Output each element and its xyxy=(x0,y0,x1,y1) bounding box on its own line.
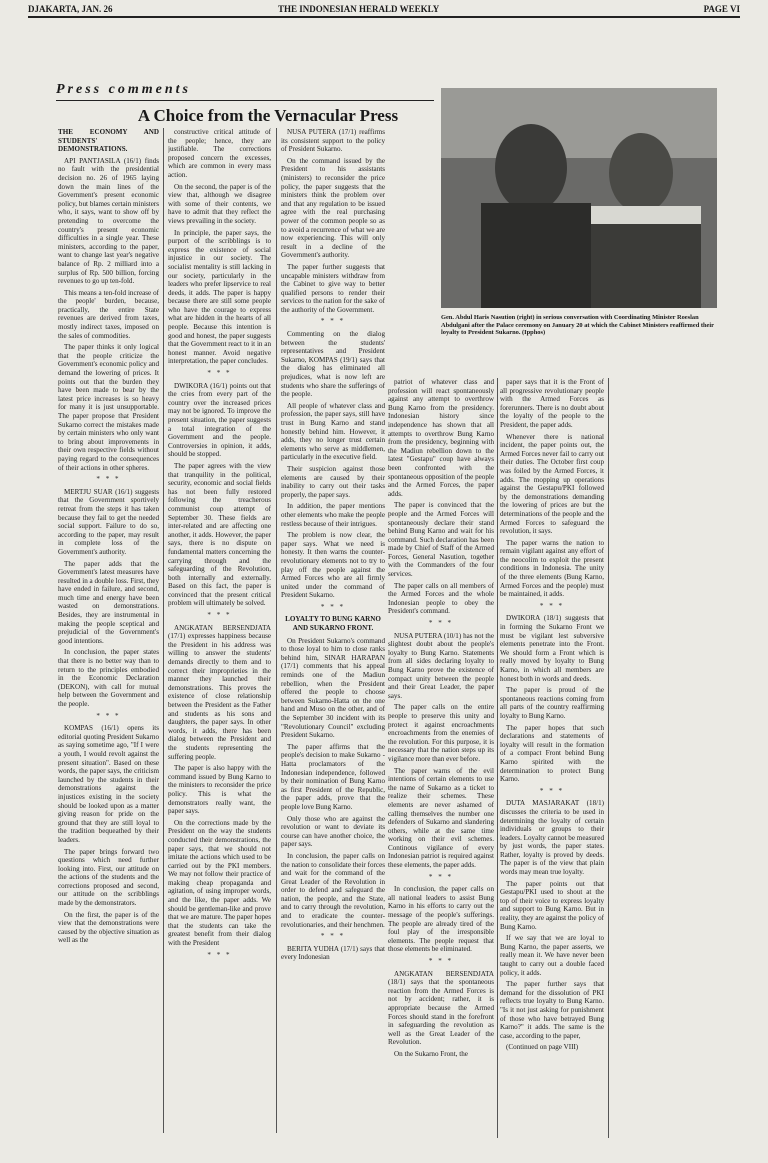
paragraph: The paper agrees with the view that tranquility in the political, security, economic and social fields has not been fully restored following the treacherous communist coup attempt of September 30. These fields are inter-related and are affecting one another, it adds. However, the paper says, there is no dispute on fundamental matters concerning the carrying through and the safeguarding of the Revolution, both internally and externally. Based on this fact, the paper is convinced that the present critical problem will ultimately be solved. xyxy=(168,461,271,608)
separator-stars: * * * xyxy=(96,475,121,484)
paragraph: On the first, the paper is of the view that the demonstrations were caused by the objective situation as well as the xyxy=(58,910,159,945)
paragraph: (Continued on page VIII) xyxy=(506,1043,579,1052)
column-divider xyxy=(497,378,498,1138)
paragraph: DUTA MASJARAKAT (18/1) discusses the criteria to be used in determining the loyalty of certain individuals or groups to their leaders. Loyalty cannot be measured by just words, the paper states. Rather, loyalty is proved by deeds. The paper is of the view that plain words may mean true loyalty. xyxy=(500,799,604,877)
paragraph: Their suspicion against those elements are caused by their inability to carry out their tasks properly, the paper says. xyxy=(281,464,385,499)
separator-stars: * * * xyxy=(428,957,454,965)
paragraph: The paper affirms that the people's decision to make Sukarno - Hatta proclamators of the Indonesian independence, followed by their nomination of Bung Karno as first President of the Republic, the paper adds, prove that the people love Bung Karno. xyxy=(281,742,385,811)
paragraph: DWIKORA (18/1) suggests that in forming the Sukarno Front we must be vigilant lest subversive elements penetrate into the Front. We should form a Front which is really moved by loyalty to Bung Karno, in which all members are honest both in words and deeds. xyxy=(500,614,604,683)
paragraph: On President Sukarno's command to those loyal to him to close ranks behind him, SINAR HARAPAN (17/1) comments that his appeal reminds one of the Madiun rebellion, when the President offered the people to choose between Sukarno-Hatta on the one hand and Muso on the other, and of the September 30 incident with its "Revolutionary Council" excluding President Sukarno. xyxy=(281,636,385,740)
paragraph: KOMPAS (16/1) opens its editorial quoting President Sukarno as saying sometime ago, "If I were a youth, I would revolt against the present situation". Based on these words, the paper says, the criticism launched by the students in their demonstrations against the injustices existing in the society should be looked upon as a matter giving reason for pride on the ground that they are still loyal to the tradition bequeathed by their leaders. xyxy=(58,724,159,844)
dateline: DJAKARTA, JAN. 26 xyxy=(28,4,113,14)
paragraph: constructive critical attitude of the people; hence, they are justifiable. The corrections proposed concern the excesses, which are common in every mass action. xyxy=(168,128,271,179)
paragraph: Only those who are against the revolution or want to deviate its course can have another choice, the paper says. xyxy=(281,814,385,849)
paragraph: DWIKORA (16/1) points out that the cries from every part of the country over the increased prices may not be ignored. To improve the present situation, the paper suggests a total integration of the Government and the people. Controversies in opinion, it adds, should be stopped. xyxy=(168,381,271,459)
separator-stars: * * * xyxy=(207,950,232,959)
subheading: LOYALTY TO BUNG KARNO AND SUKARNO FRONT. xyxy=(285,615,381,633)
header-rule xyxy=(28,16,740,18)
paragraph: In addition, the paper mentions other elements who make the people restless because of their intrigues. xyxy=(281,502,385,528)
paragraph: The paper warns the nation to remain vigilant against any effort of the neocolim to exploit the present conditions in Indonesia. The unity of the three elements (Bung Karno, Armed Forces and the people) must be maintained, it adds. xyxy=(500,538,604,599)
paragraph: Whenever there is national incident, the paper points out, the Armed Forces never fail to carry out their duties. The October first coup was foiled by the Armed Forces, it adds. The mopping up operations against the Gestapu/PKI followed by the demonstrations demanding the lowering of prices are but the determinations of the people and the Armed Forces to safeguard the revolution, it says. xyxy=(500,432,604,536)
paragraph: The paper is proud of the spontaneous reactions coming from all parts of the country reaffirming loyalty to Bung Karno. xyxy=(500,686,604,720)
text-column-4 xyxy=(388,378,494,1138)
paragraph: The paper further says that demand for the dissolution of PKI reflects true loyalty to Bung Karno. "Is it not just asking for punishment of those who have betrayed Bung Karno?" it adds. The same is the case, according to the paper, xyxy=(500,980,604,1040)
text-column-1 xyxy=(58,128,159,1133)
paragraph: If we say that we are loyal to Bung Karno, the paper asserts, we really mean it. We have never been taught to carry out a double faced policy, it adds. xyxy=(500,934,604,977)
column-divider xyxy=(276,128,277,1133)
separator-stars: * * * xyxy=(320,317,346,326)
paragraph: The paper is also happy with the command issued by Bung Karno to the ministers to reconsider the price policy. This is what the demonstrators really want, the paper says. xyxy=(168,764,271,816)
paragraph: The paper thinks it only logical that the people criticize the Government's economic policy and demand the lowering of prices. It points out that the burden they have been made to bear by the latest price increases is so heavy for many it is just unsupportable. The paper propose that President Sukarno correct the mistakes made by certain ministers who only want to bring about improvements in their own respective fields without paying regard to the consequences of their actions in other spheres. xyxy=(58,343,159,472)
separator-stars: * * * xyxy=(539,786,565,795)
paragraph: In principle, the paper says, the purport of the scribblings is to express the existence of social injustice in our society. The socialist mentality is still lacking in our society, particularly in the leaders who prefer lipservice to real deeds, it adds. The paper is happy because there are still some people who have the courage to express what are hidden in the hearts of all people. Because this intention is good and honest, the paper suggests that the Government react to it in an honest manner. Avoid negative interpretation, the paper concludes. xyxy=(168,228,271,366)
paragraph: This means a ten-fold increase of the people' burden, because, practically, the entire State revenues are derived from taxes, mostly indirect taxes, imposed on the sales of commodities. xyxy=(58,288,159,340)
paragraph: The paper is convinced that the people and the Armed Forces will spontaneously declare their stand behind Bung Karno and wait for his command. Such declaration has been made by Chief of Staff of the Armed Forces, General Nasution, together with the Commanders of the four services. xyxy=(388,501,494,579)
paragraph: NUSA PUTERA (17/1) reaffirms its consistent support to the policy of President Sukarno. xyxy=(281,128,385,154)
paragraph: ANGKATAN BERSENDJATA (17/1) expresses happiness because the President in his address was willing to answer the students' demands directly to them and to correct their improprieties in the manner they launched their demonstrations. This proves the existence of close relationship between the President as the Father and students as his sons and daughters, the paper says. In other words, it adds, there has been dialog between the President and the students representing the suffering people. xyxy=(168,623,271,761)
paragraph: On the corrections made by the President on the way the students conducted their demonstrations, the paper says, that we should not imitate the actions which used to be carried out by the PKI members. We may not follow their practice of making cheap propaganda and agitation, of using improper words, and the like, the paper adds. We should be gentleman-like and prove that we are mature. The paper hopes that the students can take the greatest benefit from their dialog with the President xyxy=(168,818,271,948)
separator-stars: * * * xyxy=(207,369,232,378)
page-number: PAGE VI xyxy=(703,4,740,14)
newspaper-name: THE INDONESIAN HERALD WEEKLY xyxy=(278,4,440,14)
paragraph: MERTJU SUAR (16/1) suggests that the Government sportively retreat from the steps it has taken because they fail to get the needed social support. Failure to do so, according to the paper, may result in complete loss of the Government's authority. xyxy=(58,487,159,556)
column-divider xyxy=(608,378,609,1138)
paragraph: patriot of whatever class and profession will react spontaneously against any attempt to overthrow Bung Karno from the presidency. Indonesian history since independence has shown that all attempts to overthrow Bung Karno from the presidency, beginning with the Madiun rebellion down to the latest "Gestapu" coup have always been confronted with the spontaneous opposition of the people and the Armed Forces, the paper adds. xyxy=(388,378,494,498)
paragraph: The paper calls on all members of the Armed Forces and the whole Indonesian people to obey the President's command. xyxy=(388,581,494,616)
text-column-5 xyxy=(500,378,604,1138)
paragraph: The paper points out that Gestapu/PKI used to shout at the top of their voice to express loyalty and support to Bung Karno. But in reality, they are against the policy of Bung Karno. xyxy=(500,879,604,931)
paragraph: The paper further suggests that uncapable ministers withdraw from the Cabinet to give way to better qualified persons to render their services to the nation for the sake of the authority of the Government. xyxy=(281,262,385,314)
paragraph: The problem is now clear, the paper says. What we need is honesty. It then warns the counter-revolutionary elements not to try to play off the people against the Armed Forces who are all firmly united under the command of President Sukarno. xyxy=(281,531,385,600)
text-column-2 xyxy=(168,128,271,1133)
column-divider xyxy=(163,128,164,1133)
section-heading: Press comments xyxy=(56,82,191,97)
article-title: A Choice from the Vernacular Press xyxy=(137,106,399,125)
paragraph: paper says that it is the Front of all progressive revolutionary people with the Armed Forces as forerunners. There is no doubt about the loyalty of the people to the President, the paper adds. xyxy=(500,378,604,429)
separator-stars: * * * xyxy=(96,711,121,720)
separator-stars: * * * xyxy=(207,611,232,620)
news-photo xyxy=(441,88,717,308)
subheading: THE ECONOMY AND STUDENTS' DEMONSTRATIONS. xyxy=(58,128,159,154)
separator-stars: * * * xyxy=(428,872,454,881)
paragraph: On the second, the paper is of the view that, although we disagree with some of their contents, we have to admit that they reflect the views prevailing in the society. xyxy=(168,182,271,225)
paragraph: BERITA YUDHA (17/1) says that every Indonesian xyxy=(281,944,385,962)
separator-stars: * * * xyxy=(539,601,565,610)
paragraph: In conclusion, the paper calls on the nation to consolidate their forces and wait for the command of the Great Leader of the Revolution in order to defend and safeguard the nation, the people, and the State, and to carry through the revolution, and to eradicate the counter-revolutionaries, and their henchmen. xyxy=(281,851,385,929)
separator-stars: * * * xyxy=(428,619,454,628)
paragraph: ANGKATAN BERSENDJATA (18/1) says that the spontaneous reaction from the Armed Forces is not by accident; rather, it is appropriate because the Armed Forces should stand in the forefront in safeguarding the revolution as well as the Great Leader of the Revolution. xyxy=(388,969,494,1047)
paragraph: The paper adds that the Government's latest measures have resulted in a double loss. First, they have ended in failure, and second, much time and energy have been wasted on demonstrations. Besides, they are instrumental in making the people sceptical and prejudicial of the Government's good intentions. xyxy=(58,559,159,645)
paragraph: In conclusion, the paper calls on all national leaders to assist Bung Karno in his efforts to carry out the message of the people's sufferings. The people are already tired of the foul play of the irresponsible elements. The people request that those elements be eliminated. xyxy=(388,885,494,954)
paragraph: On the Sukarno Front, the xyxy=(394,1049,468,1058)
paragraph: Commenting on the dialog between the students' representatives and President Sukarno, KOMPAS (19/1) says that the dialog has eliminated all prejudices, what is now left are students who share the sufferings of the people. xyxy=(281,330,385,399)
paragraph: The paper brings forward two questions which need further looking into. First, our attitude on the actions of the students and the corrections proposed and second, our attitude on the scribblings made by the demonstrators. xyxy=(58,847,159,908)
paragraph: In conclusion, the paper states that there is no better way than to return to the principles embodied in the Economic Declaration (DEKON), with call for mutual help between the Government and the people. xyxy=(58,648,159,708)
separator-stars: * * * xyxy=(320,932,346,941)
paragraph: On the command issued by the President to his assistants (ministers) to reconsider the price policy, the paper suggests that the ministers think the problem over and that any regulation to be issued agree with the real purchasing power of the common people so as to avoid a recurrence of what we are now experiencing. This will only result in a decline of the Government's authority. xyxy=(281,156,385,260)
photo-illustration xyxy=(441,88,717,308)
paragraph: The paper calls on the entire people to preserve this unity and protect it against encroachments encroachments from the enemies of the revolution. For this purpose, it is necessary that the nation steps up its vigilance more than ever before. xyxy=(388,703,494,763)
text-column-3 xyxy=(281,128,385,1133)
paragraph: The paper warns of the evil intentions of certain elements to use the name of Sukarno as a ticket to realize their schemes. These elements are never ashamed of calling themselves the number one defenders of Sukarno and slandering others, while at the same time working on their evil schemes. Continous vigilance of every Indonesian patriot is required against these elements, the paper adds. xyxy=(388,766,494,870)
photo-caption: Gen. Abdul Haris Nasution (right) in serious conversation with Coordinating Minister Roeslan Abdulgani after the Palace ceremony on January 20 at which the Cabinet Ministers reaffirmed their loyalty to President Sukarno. (Ipphos) xyxy=(441,314,714,337)
section-rule xyxy=(56,100,434,101)
paragraph: API PANTJASILA (16/1) finds no fault with the presidential decision no. 26 of 1965 laying down the main lines of the Government's present economic policy, but blames certain ministers who, it says, want to show off by pretending to overcome the country's present economic difficulties in a single year. These ministers, according to the paper, want to change last year's negative balance of Rp. 2 milliard into a surplus of Rp. 500 billion, forcing revenues to go up ten-fold. xyxy=(58,156,159,286)
separator-stars: * * * xyxy=(320,602,346,611)
paragraph: NUSA PUTERA (10/1) has not the slightest doubt about the people's loyalty to Bung Karno. Statements from all sides declaring loyalty to Bung Karno prove the existence of compact unity between the people and their Great Leader, the paper says. xyxy=(388,631,494,700)
paragraph: The paper hopes that such declarations and statements of loyalty will result in the formation of a compact Front behind Bung Karno spirited with the determination to protect Bung Karno. xyxy=(500,723,604,784)
paragraph: All people of whatever class and profession, the paper says, still have trust in Bung Karno and stand honestly behind him. However, it adds, they no longer trust certain elements who serve as middlemen, particularly in the executive field. xyxy=(281,401,385,462)
